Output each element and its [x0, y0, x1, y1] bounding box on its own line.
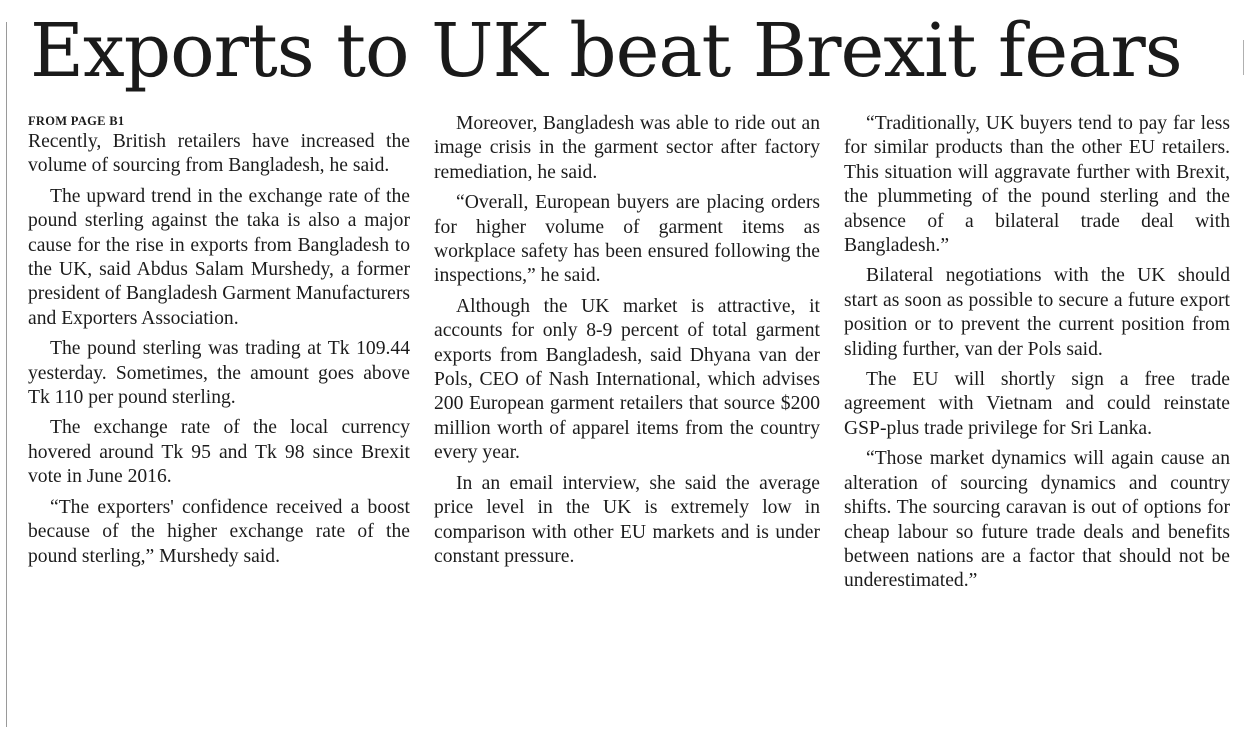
paragraph: “The exporters' confidence received a boost because of the higher exchange rate of the pound sterling,” Murshedy said.: [28, 496, 410, 567]
continuation-kicker: FROM PAGE B1: [28, 114, 125, 128]
paragraph: Bilateral negotiations with the UK should start as soon as possible to secure a future export position or to prevent the current position from sliding further, van der Pols said.: [844, 265, 1230, 360]
article-column-1: [28, 112, 410, 737]
article-headline: Exports to UK beat Brexit fears: [30, 8, 1182, 94]
article-column-3: [844, 112, 1230, 737]
paragraph: “Overall, European buyers are placing orders for higher volume of garment items as workplace safety has been ensured following the inspections,” he said.: [434, 192, 820, 287]
article-body: [28, 112, 1238, 737]
paragraph: Although the UK market is attractive, it accounts for only 8-9 percent of total garment exports from Bangladesh, said Dhyana van der Pols, CEO of Nash International, which advises 200 European garment retailers that source $200 million worth of apparel items from the country every year.: [434, 295, 820, 464]
paragraph: The upward trend in the exchange rate of the pound sterling against the taka is also a major cause for the rise in exports from Bangladesh to the UK, said Abdus Salam Murshedy, a former president of Bangladesh Garment Manufacturers and Exporters Association.: [28, 185, 410, 329]
column-rule-left: [6, 22, 7, 727]
paragraph: The pound sterling was trading at Tk 109.44 yesterday. Sometimes, the amount goes above Tk 110 per pound sterling.: [28, 338, 410, 409]
paragraph: “Traditionally, UK buyers tend to pay far less for similar products than the other EU retailers. This situation will aggravate further with Brexit, the plummeting of the pound sterling and the absence of a bilateral trade deal with Bangladesh.”: [844, 113, 1230, 257]
paragraph: “Those market dynamics will again cause an alteration of sourcing dynamics and country shifts. The sourcing caravan is out of options for cheap labour so future trade deals and benefits between nations are a factor that should not be underestimated.”: [844, 448, 1230, 592]
paragraph: The exchange rate of the local currency hovered around Tk 95 and Tk 98 since Brexit vote in June 2016.: [28, 417, 410, 488]
paragraph: Moreover, Bangladesh was able to ride out an image crisis in the garment sector after factory remediation, he said.: [434, 113, 820, 183]
paragraph: The EU will shortly sign a free trade agreement with Vietnam and could reinstate GSP-plus trade privilege for Sri Lanka.: [844, 369, 1230, 439]
article-column-2: [434, 112, 820, 737]
paragraph: In an email interview, she said the average price level in the UK is extremely low in comparison with other EU markets and is under constant pressure.: [434, 472, 820, 567]
paragraph: Recently, British retailers have increased the volume of sourcing from Bangladesh, he said.: [28, 131, 410, 177]
